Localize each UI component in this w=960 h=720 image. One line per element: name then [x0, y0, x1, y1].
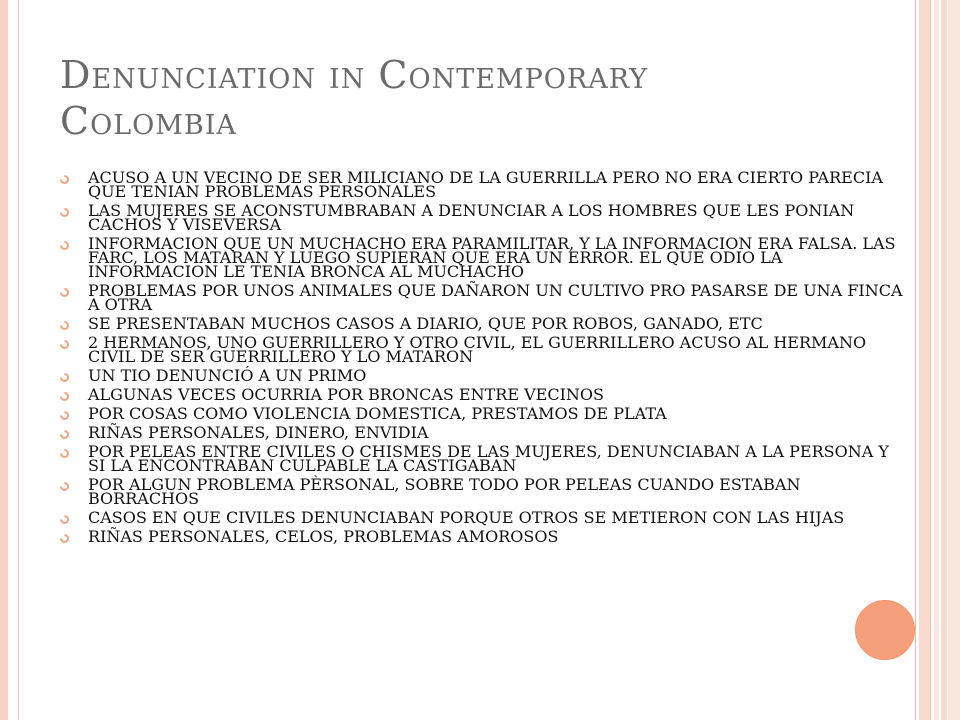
- bullet-item: [60, 333, 910, 366]
- bullet-item: [60, 442, 910, 475]
- bullet-item: [60, 366, 910, 385]
- bullet-list: [60, 168, 910, 549]
- title-line-1: Denunciation in Contemporary: [60, 53, 649, 97]
- bullet-arc-icon: [58, 480, 71, 493]
- bullet-item: [60, 234, 910, 281]
- bullet-arc-icon: [58, 513, 71, 526]
- bullet-arc-icon: [58, 428, 71, 441]
- bullet-item: [60, 201, 910, 234]
- bullet-text: ALGUNAS VECES OCURRIA POR BRONCAS ENTRE VECINOS: [88, 385, 604, 404]
- bullet-arc-icon: [58, 371, 71, 384]
- stripe-5: [941, 0, 947, 720]
- left-frame-stripe: [0, 0, 8, 720]
- bullet-item: [60, 385, 910, 404]
- bullet-item: [60, 527, 910, 546]
- bullet-text: RIÑAS PERSONALES, CELOS, PROBLEMAS AMOROSOS: [88, 527, 559, 546]
- bullet-item: [60, 423, 910, 442]
- title-line-2: Colombia: [60, 99, 237, 143]
- stripe-3: [930, 0, 931, 720]
- bullet-text: INFORMACION QUE UN MUCHACHO ERA PARAMILITAR, Y LA INFORMACION ERA FALSA. LAS FARC, LOS MATARAN Y LUEGO SUPIERAN QUE ERA UN ERROR. EL QUE ODIO LA INFORMACION LE TENIA BRONCA AL MUCHACHO: [88, 234, 896, 281]
- stripe-6: [948, 0, 960, 720]
- bullet-arc-icon: [58, 173, 71, 186]
- bullet-text: POR PELEAS ENTRE CIVILES O CHISMES DE LAS MUJERES, DENUNCIABAN A LA PERSONA Y SI LA ENCONTRABAN CULPABLE LA CASTIGABAN: [88, 442, 889, 475]
- bullet-item: [60, 168, 910, 201]
- slide-title: [60, 52, 880, 144]
- bullet-arc-icon: [58, 286, 71, 299]
- bullet-item: [60, 314, 910, 333]
- bullet-item: [60, 475, 910, 508]
- bullet-text: LAS MUJERES SE ACONSTUMBRABAN A DENUNCIAR A LOS HOMBRES QUE LES PONIAN CACHOS Y VISEVERSA: [88, 201, 855, 234]
- bullet-item: [60, 404, 910, 423]
- bullet-arc-icon: [58, 390, 71, 403]
- bullet-text: PROBLEMAS POR UNOS ANIMALES QUE DAÑARON UN CULTIVO PRO PASARSE DE UNA FINCA A OTRA: [88, 281, 903, 314]
- stripe-1: [915, 0, 916, 720]
- bullet-text: POR ALGUN PROBLEMA PÈRSONAL, SOBRE TODO POR PELEAS CUANDO ESTABAN BORRACHOS: [88, 475, 801, 508]
- bullet-arc-icon: [58, 409, 71, 422]
- left-frame-line: [18, 0, 19, 720]
- bullet-arc-icon: [58, 239, 71, 252]
- bullet-text: SE PRESENTABAN MUCHOS CASOS A DIARIO, QUE POR ROBOS, GANADO, ETC: [88, 314, 763, 333]
- bullet-text: CASOS EN QUE CIVILES DENUNCIABAN PORQUE OTROS SE METIERON CON LAS HIJAS: [88, 508, 845, 527]
- bullet-arc-icon: [58, 206, 71, 219]
- stripe-4: [934, 0, 939, 720]
- right-decorative-stripes: [915, 0, 960, 720]
- bullet-item: [60, 508, 910, 527]
- bullet-arc-icon: [58, 319, 71, 332]
- stripe-2: [919, 0, 930, 720]
- bullet-text: ACUSO A UN VECINO DE SER MILICIANO DE LA GUERRILLA PERO NO ERA CIERTO PARECIA QUE TENIAN PROBLEMAS PERSONALES: [88, 168, 883, 201]
- bullet-arc-icon: [58, 532, 71, 545]
- accent-circle: [855, 600, 915, 660]
- bullet-arc-icon: [58, 338, 71, 351]
- bullet-text: 2 HERMANOS, UNO GUERRILLERO Y OTRO CIVIL, EL GUERRILLERO ACUSO AL HERMANO CIVIL DE SER GUERRILLERO Y LO MATARON: [88, 333, 867, 366]
- bullet-text: UN TIO DENUNCIÓ A UN PRIMO: [88, 366, 367, 385]
- bullet-arc-icon: [58, 447, 71, 460]
- bullet-text: RIÑAS PERSONALES, DINERO, ENVIDIA: [88, 423, 429, 442]
- bullet-item: [60, 281, 910, 314]
- bullet-text: POR COSAS COMO VIOLENCIA DOMESTICA, PRESTAMOS DE PLATA: [88, 404, 667, 423]
